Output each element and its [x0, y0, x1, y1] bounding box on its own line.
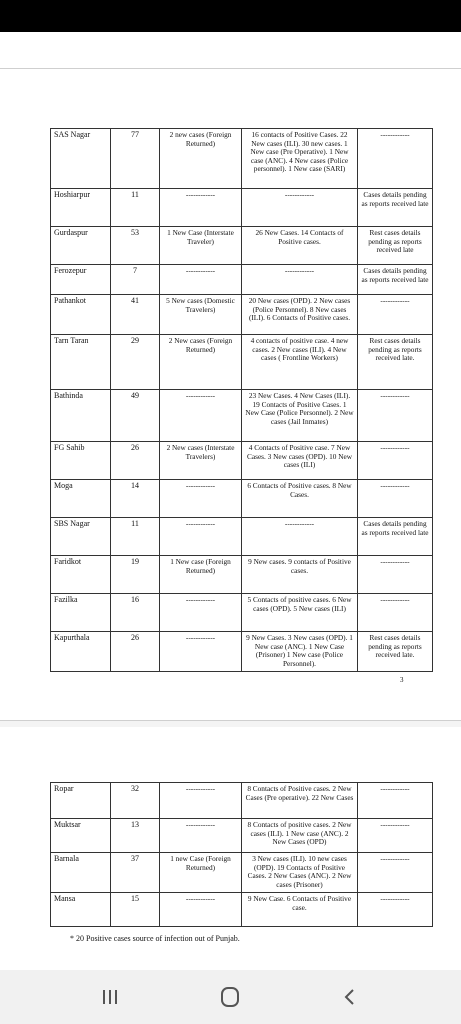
table-row: [51, 556, 433, 594]
home-icon: [221, 987, 239, 1007]
case-count-cell: 41: [111, 295, 160, 335]
travel-history-cell: 1 New Case (Interstate Traveler): [160, 227, 242, 265]
table-row: [51, 853, 433, 893]
travel-history-cell: 1 New case (Foreign Returned): [160, 556, 242, 594]
case-count-cell: 29: [111, 335, 160, 390]
remarks-cell: ------------: [358, 129, 433, 189]
contact-details-cell: 6 Contacts of Positive cases. 8 New Cases.: [242, 480, 358, 518]
travel-history-cell: ------------: [160, 783, 242, 819]
table-row: [51, 819, 433, 853]
case-count-cell: 14: [111, 480, 160, 518]
page-number: 3: [400, 676, 404, 684]
table-row: [51, 295, 433, 335]
remarks-cell: ------------: [358, 853, 433, 893]
table-row: [51, 632, 433, 672]
travel-history-cell: ------------: [160, 819, 242, 853]
home-button[interactable]: [190, 970, 270, 1024]
district-name-cell: Ferozepur: [51, 265, 111, 295]
contact-details-cell: ------------: [242, 265, 358, 295]
contact-details-cell: 8 Contacts of Positive cases. 2 New Cases (Pre operative). 22 New Cases: [242, 783, 358, 819]
remarks-cell: ------------: [358, 594, 433, 632]
remarks-cell: ------------: [358, 783, 433, 819]
district-name-cell: Barnala: [51, 853, 111, 893]
remarks-cell: ------------: [358, 295, 433, 335]
remarks-cell: ------------: [358, 893, 433, 927]
case-count-cell: 37: [111, 853, 160, 893]
system-navigation-bar: [0, 970, 461, 1024]
page-top-divider: [0, 68, 461, 69]
travel-history-cell: ------------: [160, 265, 242, 295]
travel-history-cell: 2 New cases (Interstate Travelers): [160, 442, 242, 480]
travel-history-cell: ------------: [160, 480, 242, 518]
district-cases-table-page-4: [50, 782, 433, 927]
recent-apps-icon: [103, 990, 117, 1004]
district-name-cell: Faridkot: [51, 556, 111, 594]
case-count-cell: 32: [111, 783, 160, 819]
district-name-cell: SBS Nagar: [51, 518, 111, 556]
contact-details-cell: 16 contacts of Positive Cases. 22 New cases (ILI). 30 new cases. 1 New case (Pre Operative). 1 New case (ANC). 4 New cases (Police personnel). 1 New case (SARI): [242, 129, 358, 189]
page-gap: [0, 721, 461, 727]
table-row: [51, 480, 433, 518]
remarks-cell: Cases details pending as reports received late: [358, 265, 433, 295]
travel-history-cell: ------------: [160, 518, 242, 556]
travel-history-cell: 2 New cases (Foreign Returned): [160, 335, 242, 390]
remarks-cell: Rest cases details pending as reports received late.: [358, 335, 433, 390]
case-count-cell: 49: [111, 390, 160, 442]
remarks-cell: ------------: [358, 556, 433, 594]
back-icon: [343, 988, 357, 1006]
table-row: [51, 518, 433, 556]
case-count-cell: 16: [111, 594, 160, 632]
table-row: [51, 783, 433, 819]
district-name-cell: Ropar: [51, 783, 111, 819]
travel-history-cell: 2 new cases (Foreign Returned): [160, 129, 242, 189]
case-count-cell: 53: [111, 227, 160, 265]
contact-details-cell: 9 New Cases. 3 New cases (OPD). 1 New case (ANC). 1 New Case (Prisoner) 1 New case (Police Personnel).: [242, 632, 358, 672]
table-row: [51, 265, 433, 295]
contact-details-cell: 8 Contacts of positive cases. 2 New cases (ILI). 1 New case (ANC). 2 New Cases (OPD): [242, 819, 358, 853]
district-name-cell: Gurdaspur: [51, 227, 111, 265]
case-count-cell: 11: [111, 518, 160, 556]
table-row: [51, 227, 433, 265]
table-row: [51, 442, 433, 480]
footnote: * 20 Positive cases source of infection out of Punjab.: [70, 934, 240, 943]
remarks-cell: Rest cases details pending as reports received late: [358, 227, 433, 265]
travel-history-cell: ------------: [160, 594, 242, 632]
case-count-cell: 15: [111, 893, 160, 927]
district-name-cell: Kapurthala: [51, 632, 111, 672]
table-row: [51, 189, 433, 227]
case-count-cell: 77: [111, 129, 160, 189]
remarks-cell: Cases details pending as reports received late: [358, 518, 433, 556]
remarks-cell: ------------: [358, 390, 433, 442]
remarks-cell: Rest cases details pending as reports received late.: [358, 632, 433, 672]
contact-details-cell: ------------: [242, 189, 358, 227]
table-row: [51, 129, 433, 189]
remarks-cell: ------------: [358, 442, 433, 480]
remarks-cell: ------------: [358, 819, 433, 853]
district-name-cell: Moga: [51, 480, 111, 518]
district-name-cell: Pathankot: [51, 295, 111, 335]
district-name-cell: Mansa: [51, 893, 111, 927]
district-name-cell: Hoshiarpur: [51, 189, 111, 227]
district-name-cell: Tarn Taran: [51, 335, 111, 390]
travel-history-cell: ------------: [160, 189, 242, 227]
back-button[interactable]: [310, 970, 390, 1024]
travel-history-cell: 1 new Case (Foreign Returned): [160, 853, 242, 893]
district-name-cell: FG Sahib: [51, 442, 111, 480]
contact-details-cell: 4 Contacts of Positive case. 7 New Cases. 3 New cases (OPD). 10 New cases (ILI): [242, 442, 358, 480]
travel-history-cell: 5 New cases (Domestic Travelers): [160, 295, 242, 335]
contact-details-cell: 9 New Case. 6 Contacts of Positive case.: [242, 893, 358, 927]
case-count-cell: 13: [111, 819, 160, 853]
table-row: [51, 390, 433, 442]
contact-details-cell: 9 New cases. 9 contacts of Positive cases.: [242, 556, 358, 594]
district-cases-table-page-3: [50, 128, 433, 672]
contact-details-cell: 26 New Cases. 14 Contacts of Positive cases.: [242, 227, 358, 265]
table-row: [51, 594, 433, 632]
travel-history-cell: ------------: [160, 632, 242, 672]
contact-details-cell: 23 New Cases. 4 New Cases (ILI). 19 Contacts of Positive Cases. 1 New Case (Police Personnel). 2 New cases (Jail Inmates): [242, 390, 358, 442]
contact-details-cell: 20 New cases (OPD). 2 New cases (Police Personnel). 8 New cases (ILI). 6 Contacts of Positive cases.: [242, 295, 358, 335]
status-bar: [0, 0, 461, 32]
contact-details-cell: 4 contacts of positive case. 4 new cases. 2 New cases (ILI). 4 New cases ( Frontline Workers): [242, 335, 358, 390]
contact-details-cell: 5 Contacts of positive cases. 6 New cases (OPD). 5 New cases (ILI): [242, 594, 358, 632]
remarks-cell: Cases details pending as reports received late: [358, 189, 433, 227]
table-row: [51, 335, 433, 390]
district-name-cell: SAS Nagar: [51, 129, 111, 189]
contact-details-cell: ------------: [242, 518, 358, 556]
case-count-cell: 26: [111, 442, 160, 480]
recent-apps-button[interactable]: [70, 970, 150, 1024]
contact-details-cell: 3 New cases (ILI). 10 new cases (OPD). 19 Contacts of Positive Cases. 2 New Cases (ANC). 2 New cases (Prisoner): [242, 853, 358, 893]
remarks-cell: ------------: [358, 480, 433, 518]
district-name-cell: Muktsar: [51, 819, 111, 853]
travel-history-cell: ------------: [160, 390, 242, 442]
district-name-cell: Fazilka: [51, 594, 111, 632]
case-count-cell: 26: [111, 632, 160, 672]
case-count-cell: 7: [111, 265, 160, 295]
case-count-cell: 11: [111, 189, 160, 227]
case-count-cell: 19: [111, 556, 160, 594]
district-name-cell: Bathinda: [51, 390, 111, 442]
travel-history-cell: ------------: [160, 893, 242, 927]
table-row: [51, 893, 433, 927]
